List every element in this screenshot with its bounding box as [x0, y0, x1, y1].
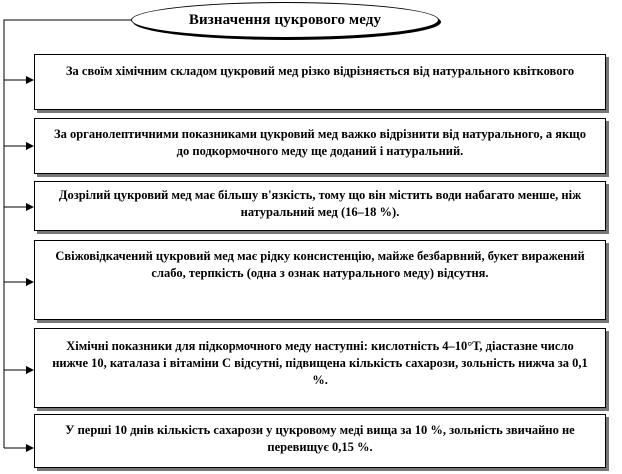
item-text-6: У перші 10 днів кількість сахарози у цукровому меді вища за 10 %, зольність звичайно не перевищує 0,15 %. — [65, 423, 575, 454]
item-text-5: Хімічні показники для підкормочного меду наступні: кислотність 4–10°Т, діастазне число нижче 10, каталаза і вітаміни С відсутні, підвищена кількість сахарози, зольність нижча за 0,1 %. — [52, 339, 588, 387]
item-text-3: Дозрілий цукровий мед має більшу в'язкість, тому що він містить води набагато менше, ніж натуральний мед (16–18 %). — [58, 188, 582, 219]
item-text-2: За органолептичними показниками цукровий мед важко відрізнити від натурального, а якщо до подкормочного меду ще доданий і натуральний. — [54, 127, 586, 158]
item-text-4: Свіжовідкачений цукровий мед має рідку консистенцію, майже безбарвний, букет виражений слабо, терпкість (одна з ознак натурального меду) відсутня. — [55, 249, 585, 280]
title-oval — [131, 2, 439, 38]
item-box-6 — [34, 414, 606, 468]
item-box-5 — [34, 328, 606, 408]
item-box-2 — [34, 118, 606, 174]
diagram-title: Визначення цукрового меду — [188, 11, 382, 28]
item-box-3 — [34, 181, 606, 231]
item-box-4 — [34, 240, 606, 320]
item-text-1: За своїм хімічним складом цукровий мед різко відрізняється від натурального квіткового — [65, 64, 575, 78]
item-box-1 — [34, 54, 606, 110]
